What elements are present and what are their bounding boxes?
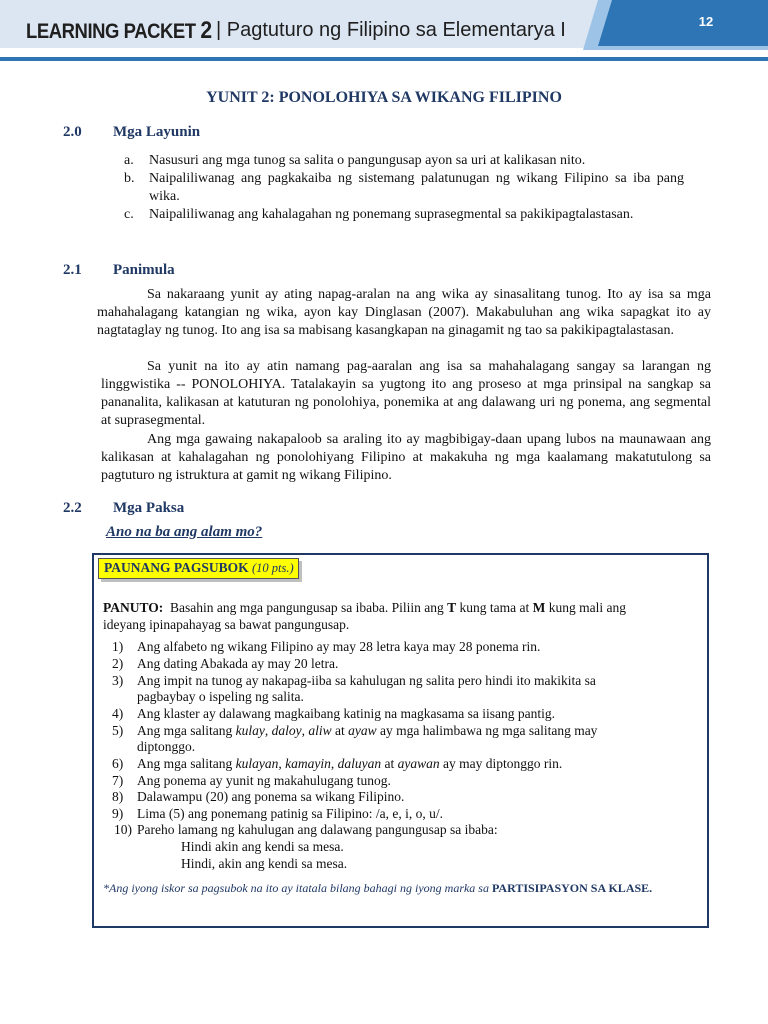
objective-text: Naipaliliwanag ang pagkakaiba ng sistemang palatunugan ng wikang Filipino sa iba pang wika. xyxy=(149,171,684,204)
pretest-points: (10 pts.) xyxy=(252,561,294,575)
instruction-label: PANUTO: xyxy=(103,600,164,615)
objective-item xyxy=(124,170,684,206)
question-text: Ang impit na tunog ay nakapag-iiba sa kahulugan ng salita pero hindi ito makikita sa xyxy=(137,673,596,688)
pretest-title: PAUNANG PAGSUBOK xyxy=(104,560,249,575)
objective-label: a. xyxy=(124,153,134,168)
pretest-label xyxy=(98,558,299,579)
question-continuation: pagbaybay o ispeling ng salita. xyxy=(137,689,304,704)
question-text: Lima (5) ang ponemang patinig sa Filipino: /a, e, i, o, u/. xyxy=(137,806,443,821)
example-word: ayawan xyxy=(397,756,440,771)
instruction-line-2: ideyang ipinapahayag sa bawat pangungusap. xyxy=(103,617,350,632)
objective-item xyxy=(124,152,684,170)
course-title xyxy=(216,19,566,42)
example-word: ayaw xyxy=(348,723,377,738)
text-segment: at xyxy=(381,756,398,771)
objective-item xyxy=(124,206,684,224)
question-text xyxy=(137,723,597,738)
page-number: 12 xyxy=(698,14,714,29)
question-text: Ang alfabeto ng wikang Filipino ay may 28 letra kaya may 28 ponema rin. xyxy=(137,639,541,654)
question-number: 9) xyxy=(112,806,124,821)
example-sentence: Hindi akin ang kendi sa mesa. xyxy=(181,839,344,854)
title-separator: | xyxy=(216,19,222,41)
brand-number: 2 xyxy=(200,17,212,44)
footnote-text: *Ang iyong iskor sa pagsubok na ito ay itatala bilang bahagi ng iyong marka sa xyxy=(103,881,489,895)
instruction-text: kung mali ang xyxy=(548,600,626,615)
question-item xyxy=(112,806,443,823)
brand-title xyxy=(26,17,212,45)
instruction-false-letter: M xyxy=(532,600,546,615)
example-sentence: Hindi, akin ang kendi sa mesa. xyxy=(181,856,348,871)
objective-label: c. xyxy=(124,207,134,222)
text-segment: , xyxy=(264,723,272,738)
objective-text: Naipaliliwanag ang kahalagahan ng ponemang suprasegmental sa pakikipagtalastasan. xyxy=(149,207,634,222)
question-continuation: diptonggo. xyxy=(137,739,196,754)
question-text xyxy=(137,756,562,771)
section-title: Panimula xyxy=(113,262,175,278)
question-number: 5) xyxy=(112,723,124,738)
question-text: Ang ponema ay yunit ng makahulugang tunog. xyxy=(137,773,391,788)
question-number: 1) xyxy=(112,639,124,654)
instruction-text: kung tama at xyxy=(459,600,530,615)
question-text: Pareho lamang ng kahulugan ang dalawang pangungusap sa ibaba: xyxy=(137,822,498,837)
topics-subheading: Ano na ba ang alam mo? xyxy=(106,524,263,540)
intro-paragraph-3: Ang mga gawaing nakapaloob sa araling ito ay magbibigay-daan upang lubos na maunawaan ang kalikasan at kahalagahan ng ponolohiyang Filipino at makakuha ng mga kaalamang makatutulong sa pagtuturo ng istruktura at gamit ng wikang Filipino. xyxy=(101,432,711,483)
course-title-text: Pagtuturo ng Filipino sa Elementarya I xyxy=(226,19,566,41)
section-number: 2.2 xyxy=(63,500,82,516)
text-segment: Ang mga salitang xyxy=(137,723,236,738)
text-segment: , xyxy=(301,723,309,738)
pretest-footnote xyxy=(103,881,652,896)
footnote-emphasis: PARTISIPASYON SA KLASE. xyxy=(491,881,653,895)
section-topics-heading xyxy=(63,500,184,517)
question-item xyxy=(112,773,391,790)
question-item xyxy=(112,756,563,773)
text-segment: , xyxy=(330,756,338,771)
example-word: kulayan xyxy=(235,756,279,771)
question-item xyxy=(112,706,555,723)
question-text: Ang klaster ay dalawang magkaibang katinig na magkasama sa iisang pantig. xyxy=(137,706,555,721)
intro-paragraph-1: Sa nakaraang yunit ay ating napag-aralan na ang wika ay sinasalitang tunog. Ito ay isa sa mga mahahalagang katangian ng wika, ayon kay Dinglasan (2007). Makabuluhan ang wika sapagkat ito ay nagtataglay ng tunog. Ito ang isa sa mabisang kasangkapan na ginagamit ng tao sa pakikipagtalastasan. xyxy=(97,287,711,338)
instruction-true-letter: T xyxy=(447,600,457,615)
question-item xyxy=(112,723,598,740)
question-text: Dalawampu (20) ang ponema sa wikang Filipino. xyxy=(137,789,405,804)
brand-text: LEARNING PACKET xyxy=(26,20,196,43)
question-number: 7) xyxy=(112,773,124,788)
text-segment: at xyxy=(331,723,349,738)
question-text: Ang dating Abakada ay may 20 letra. xyxy=(137,656,339,671)
question-number: 4) xyxy=(112,706,124,721)
example-word: aliw xyxy=(308,723,332,738)
question-item xyxy=(114,822,498,839)
section-number: 2.1 xyxy=(63,262,82,278)
section-title: Mga Layunin xyxy=(113,124,201,140)
objective-text: Nasusuri ang mga tunog sa salita o pangungusap ayon sa uri at kalikasan nito. xyxy=(149,153,586,168)
question-item xyxy=(112,639,541,656)
text-segment: Ang mga salitang xyxy=(137,756,236,771)
example-word: kulay xyxy=(235,723,265,738)
instruction-line-1 xyxy=(103,600,626,617)
example-word: daloy xyxy=(271,723,302,738)
text-segment: ay may diptonggo rin. xyxy=(439,756,563,771)
instruction-text: Basahin ang mga pangungusap sa ibaba. Piliin ang xyxy=(170,600,444,615)
question-item xyxy=(112,673,596,690)
text-segment: ay mga halimbawa ng mga salitang may xyxy=(376,723,598,738)
section-intro-heading xyxy=(63,262,175,279)
page-header xyxy=(0,0,768,56)
question-number: 8) xyxy=(112,789,124,804)
objective-label: b. xyxy=(124,171,135,186)
section-title: Mga Paksa xyxy=(113,500,185,516)
unit-title: YUNIT 2: PONOLOHIYA SA WIKANG FILIPINO xyxy=(206,89,562,106)
example-word: daluyan xyxy=(337,756,382,771)
question-number: 6) xyxy=(112,756,124,771)
question-number: 10) xyxy=(114,822,132,837)
question-number: 2) xyxy=(112,656,124,671)
intro-paragraph-2: Sa yunit na ito ay atin namang pag-aaralan ang isa sa mahahalagang sangay sa larangan ng linggwistika -- PONOLOHIYA. Tatalakayin sa yugtong ito ang proseso at mga prinsipal na sangkap sa pananalita, kalikasan at katuturan ng ponolohiya, ponemika at ang dalawang uri ng ponema, ang segmental at suprasegmental. xyxy=(101,359,711,428)
section-objectives-heading xyxy=(63,124,200,141)
question-item xyxy=(112,656,339,673)
question-item xyxy=(112,789,405,806)
section-number: 2.0 xyxy=(63,124,82,140)
question-number: 3) xyxy=(112,673,124,688)
text-segment: , xyxy=(278,756,286,771)
example-word: kamayin xyxy=(285,756,331,771)
